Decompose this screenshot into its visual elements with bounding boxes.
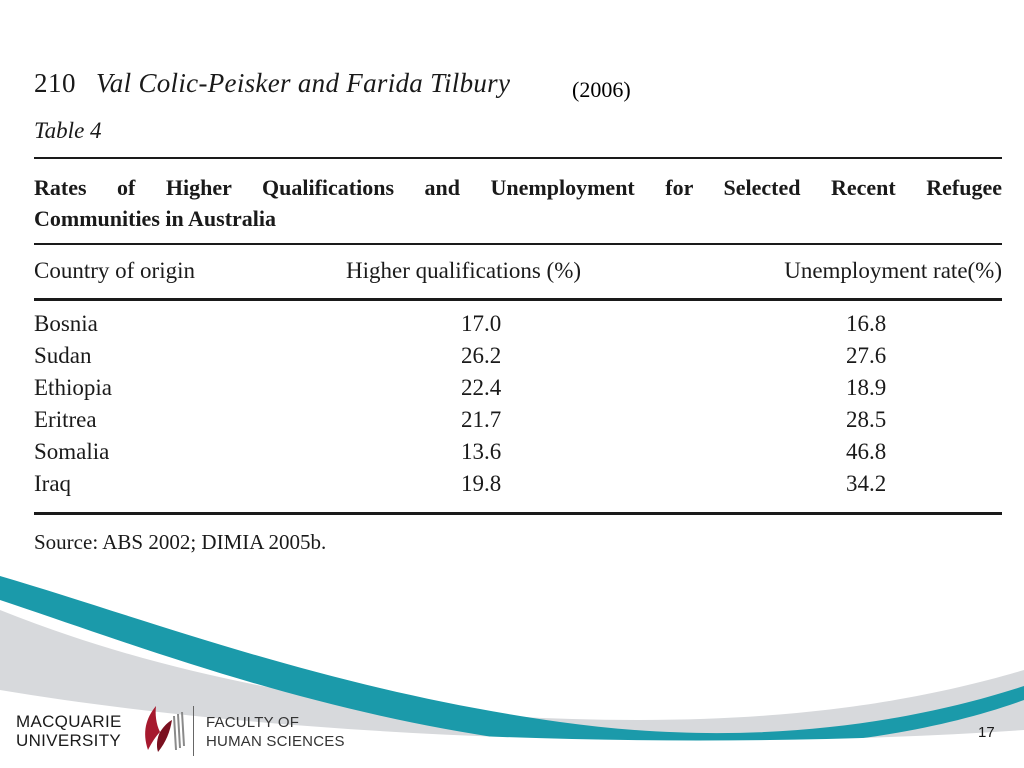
slide-number: 17	[978, 724, 995, 741]
country-cell: Somalia	[34, 439, 110, 464]
publication-year: (2006)	[572, 77, 631, 102]
header-bottom-rule	[34, 298, 1002, 301]
unemployment-cell: 18.9	[846, 375, 887, 400]
table-body	[34, 311, 1002, 503]
university-name-line-1: MACQUARIE	[16, 712, 122, 731]
unemployment-cell: 34.2	[846, 471, 887, 496]
table-caption-line-2: Communities in Australia	[34, 206, 277, 231]
table-row	[34, 439, 1002, 471]
qualifications-cell: 17.0	[461, 311, 502, 336]
university-logo-text	[16, 712, 122, 750]
authors: Val Colic-Peisker and Farida Tilbury	[96, 68, 511, 98]
table-caption-line-1: Rates of Higher Qualifications and Unemployment for Selected Recent Refugee	[34, 175, 1002, 200]
column-header-unemployment: Unemployment rate(%)	[784, 258, 1002, 283]
table-row	[34, 375, 1002, 407]
qualifications-cell: 22.4	[461, 375, 502, 400]
country-cell: Ethiopia	[34, 375, 112, 400]
unemployment-cell: 27.6	[846, 343, 887, 368]
unemployment-cell: 28.5	[846, 407, 887, 432]
caption-bottom-rule	[34, 243, 1002, 245]
table-row	[34, 343, 1002, 375]
page-number: 210	[34, 68, 76, 98]
qualifications-cell: 13.6	[461, 439, 502, 464]
table-label: Table 4	[34, 118, 102, 143]
qualifications-cell: 19.8	[461, 471, 502, 496]
country-cell: Bosnia	[34, 311, 98, 336]
country-cell: Eritrea	[34, 407, 97, 432]
table-bottom-rule	[34, 512, 1002, 515]
faculty-name-line-1: FACULTY OF	[206, 714, 300, 731]
country-cell: Sudan	[34, 343, 92, 368]
running-header	[34, 68, 510, 99]
table-top-rule	[34, 157, 1002, 159]
faculty-name-line-2: HUMAN SCIENCES	[206, 733, 345, 750]
table-row	[34, 407, 1002, 439]
column-header-country: Country of origin	[34, 258, 195, 283]
unemployment-cell: 16.8	[846, 311, 887, 336]
country-cell: Iraq	[34, 471, 72, 496]
table-source-note: Source: ABS 2002; DIMIA 2005b.	[34, 530, 327, 554]
university-crest-icon	[134, 702, 190, 758]
qualifications-cell: 21.7	[461, 407, 502, 432]
table-caption	[34, 172, 1002, 234]
table-row	[34, 471, 1002, 503]
qualifications-cell: 26.2	[461, 343, 502, 368]
table-row	[34, 311, 1002, 343]
logo-divider	[193, 706, 194, 756]
column-header-qualifications: Higher qualifications (%)	[346, 258, 582, 283]
unemployment-cell: 46.8	[846, 439, 887, 464]
faculty-name	[206, 713, 345, 751]
university-name-line-2: UNIVERSITY	[16, 731, 122, 750]
